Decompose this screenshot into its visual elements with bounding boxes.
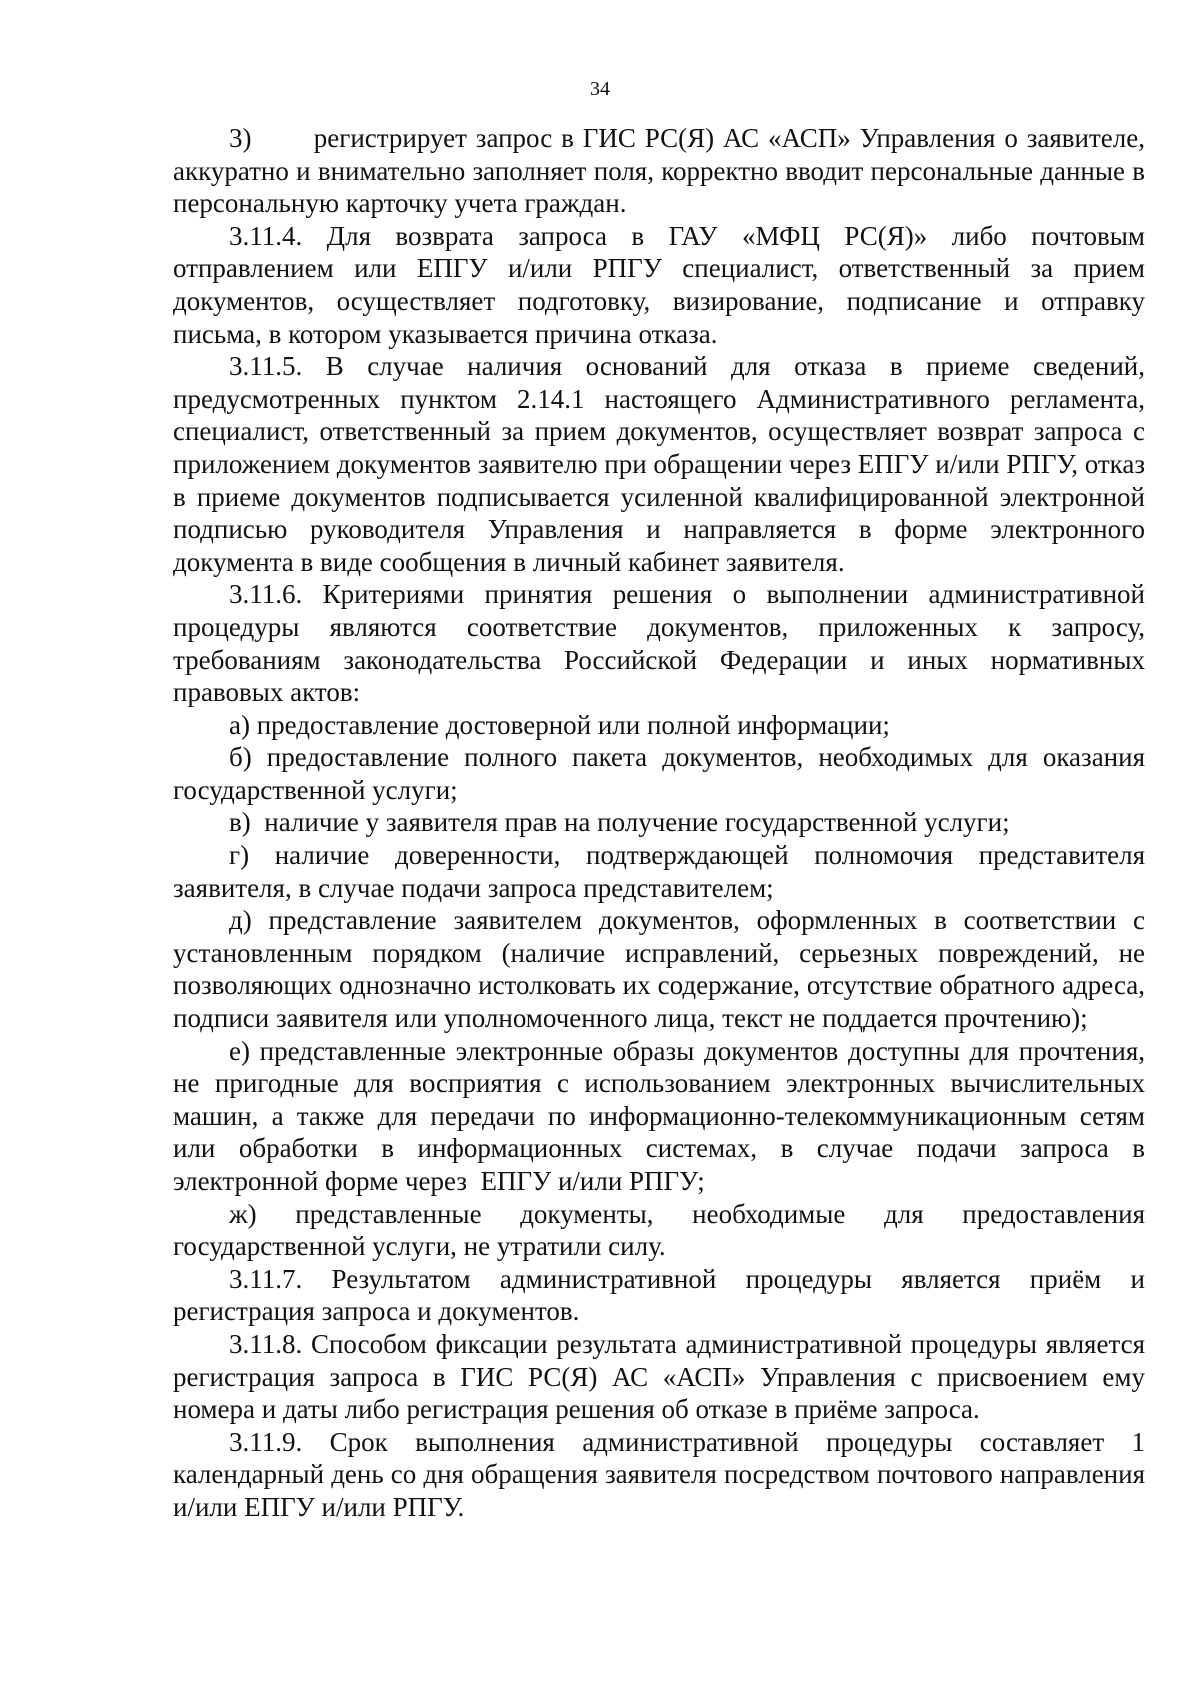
criterion-a: а) предоставление достоверной или полной информации;: [229, 709, 890, 740]
paragraph-3-11-5: 3.11.5. В случае наличия оснований для отказа в приеме сведений, предусмотренных пунктом 2.14.1 настоящего Административного регламента, специалист, ответственный за прием документов, осуществляет возврат запроса с приложением документов заявителю при обращении через ЕПГУ и/или РПГУ, отказ в приеме документов подписывается усиленной квалифицированной электронной подписью руководителя Управления и направляется в форме электронного документа в виде сообщения в личный кабинет заявителя.: [173, 351, 1145, 577]
paragraph-3-11-9: 3.11.9. Срок выполнения административной процедуры составляет 1 календарный день со дня обращения заявителя посредством почтового направления и/или ЕПГУ и/или РПГУ.: [173, 1426, 1145, 1522]
paragraph-3-11-8: 3.11.8. Способом фиксации результата административной процедуры является регистрация запроса в ГИС РС(Я) АС «АСП» Управления с присвоением ему номера и даты либо регистрация решения об отказе в приёме запроса.: [173, 1328, 1145, 1425]
paragraph-3-11-4: 3.11.4. Для возврата запроса в ГАУ «МФЦ РС(Я)» либо почтовым отправлением или ЕПГУ и/или РПГУ специалист, ответственный за прием документов, осуществляет подготовку, визирование, подписание и отправку письма, в котором указывается причина отказа.: [173, 220, 1145, 349]
page-number: 34: [590, 78, 610, 100]
document-body: [173, 122, 1145, 1524]
criterion-e: е) представленные электронные образы документов доступны для прочтения, не пригодные для восприятия с использованием электронных вычислительных машин, а также для передачи по информационно-телекоммуникационным сетям или обработки в информационных системах, в случае подачи запроса в электронной форме через ЕПГУ и/или РПГУ;: [173, 1035, 1145, 1196]
criterion-v: в) наличие у заявителя прав на получение государственной услуги;: [229, 807, 1010, 838]
paragraph-3-register: 3) регистрирует запрос в ГИС РС(Я) АС «АСП» Управления о заявителе, аккуратно и внимательно заполняет поля, корректно вводит персональные данные в персональную карточку учета граждан.: [173, 123, 1145, 219]
criterion-g: г) наличие доверенности, подтверждающей полномочия представителя заявителя, в случае подачи запроса представителем;: [173, 840, 1145, 903]
criterion-d: д) представление заявителем документов, оформленных в соответствии с установленным порядком (наличие исправлений, серьезных повреждений, не позволяющих однозначно истолковать их содержание, отсутствие обратного адреса, подписи заявителя или уполномоченного лица, текст не поддается прочтению);: [173, 905, 1145, 1034]
criterion-zh: ж) представленные документы, необходимые для предоставления государственной услуги, не утратили силу.: [173, 1198, 1145, 1262]
paragraph-3-11-6: 3.11.6. Критериями принятия решения о выполнении административной процедуры являются соответствие документов, приложенных к запросу, требованиям законодательства Российской Федерации и иных нормативных правовых актов:: [173, 579, 1145, 708]
paragraph-3-11-7: 3.11.7. Результатом административной процедуры является приём и регистрация запроса и документов.: [173, 1263, 1145, 1327]
criterion-b: б) предоставление полного пакета документов, необходимых для оказания государственной услуги;: [173, 742, 1145, 805]
